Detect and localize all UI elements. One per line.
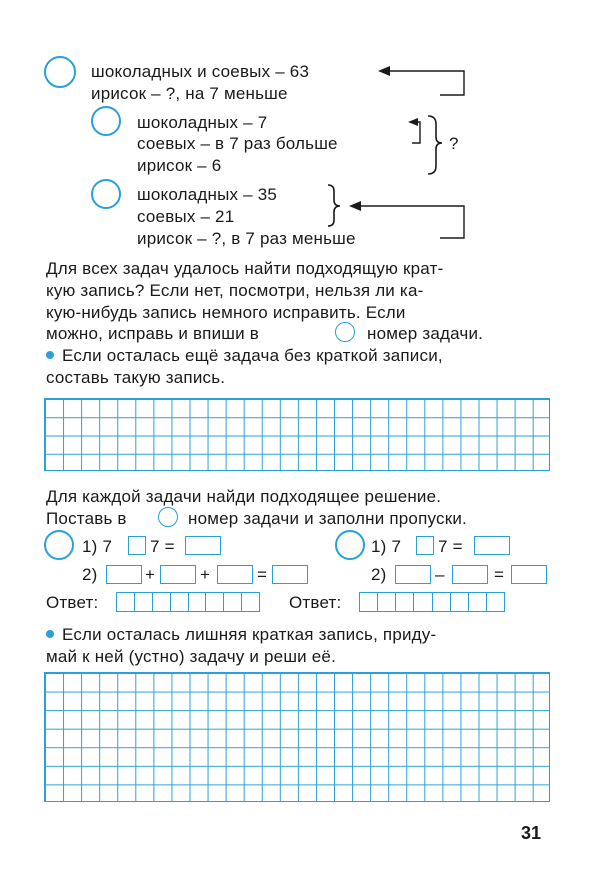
solution-right-row2-box2[interactable] <box>452 565 488 584</box>
para1-line1: Для всех задач удалось найти подходящую крат- <box>46 259 444 278</box>
scheme1-line1: шоколадных и соевых – 63 <box>91 62 310 81</box>
para1-line2: кую запись? Если нет, посмотри, нельзя ли ка- <box>46 281 424 300</box>
solution-left-eq: = <box>257 565 268 584</box>
para1-line4a: можно, исправь и впиши в <box>46 324 259 343</box>
inline-circle-icon <box>158 507 178 527</box>
para1-line4b: номер задачи. <box>367 324 484 343</box>
para4-line2: май к ней (устно) задачу и реши её. <box>46 647 337 666</box>
scheme3-line2: соевых – 21 <box>137 207 235 226</box>
solution-left-answer-cells[interactable] <box>116 592 260 612</box>
para2-line1: Если осталась ещё задача без краткой записи, <box>62 346 443 365</box>
scheme2-brace <box>428 116 442 174</box>
solution-right-answer-label: Ответ: <box>289 593 342 612</box>
para3-line2a: Поставь в <box>46 509 127 528</box>
para4-line1: Если осталась лишняя краткая запись, приду- <box>62 625 437 644</box>
solution-left-number-circle[interactable] <box>44 530 74 560</box>
scheme2-line2: соевых – в 7 раз больше <box>137 134 338 153</box>
scheme2-line1: шоколадных – 7 <box>137 113 268 132</box>
scheme3-arrowhead <box>349 201 361 211</box>
solution-left-row2-result-box[interactable] <box>272 565 308 584</box>
para3-line1: Для каждой задачи найди подходящее решение. <box>46 487 442 506</box>
solution-left-row2-box3[interactable] <box>217 565 253 584</box>
scheme3-line3: ирисок – ?, в 7 раз меньше <box>137 229 356 248</box>
solution-right-row2-result-box[interactable] <box>511 565 547 584</box>
solution-right-row1-label: 1) 7 <box>371 537 402 556</box>
writing-grid-2[interactable] <box>44 672 550 802</box>
scheme1-arrowhead <box>378 66 390 76</box>
para2-line2: составь такую запись. <box>46 368 226 387</box>
scheme3-arrow <box>355 206 464 238</box>
solution-left-row2-box1[interactable] <box>106 565 142 584</box>
bullet-icon <box>46 351 54 359</box>
inline-circle-icon <box>335 322 355 342</box>
solution-left-row1-label: 1) 7 <box>82 537 113 556</box>
solution-right-number-circle[interactable] <box>335 530 365 560</box>
solution-left-op1: + <box>145 565 156 584</box>
solution-right-eq: = <box>494 565 505 584</box>
solution-left-answer-label: Ответ: <box>46 593 99 612</box>
solution-right-operation-box[interactable] <box>416 536 434 555</box>
solution-right-row1-answer-box[interactable] <box>474 536 510 555</box>
solution-right-row1-mid: 7 = <box>438 537 463 556</box>
scheme3-brace <box>328 185 340 226</box>
scheme1-arrow <box>383 71 464 95</box>
solution-right-row2-label: 2) <box>371 565 387 584</box>
solution-left-row1-mid: 7 = <box>150 537 175 556</box>
solution-left-row2-label: 2) <box>82 565 98 584</box>
solution-right-answer-cells[interactable] <box>359 592 505 612</box>
scheme2-arrowhead <box>408 118 418 126</box>
scheme2-line3: ирисок – 6 <box>137 156 222 175</box>
para1-line3: кую-нибудь запись немного исправить. Если <box>46 303 406 322</box>
solution-right-row2-box1[interactable] <box>395 565 431 584</box>
scheme3-line1: шоколадных – 35 <box>137 185 278 204</box>
scheme2-question: ? <box>449 134 459 153</box>
solution-left-operation-box[interactable] <box>128 536 146 555</box>
solution-left-op2: + <box>200 565 211 584</box>
solution-left-row2-box2[interactable] <box>160 565 196 584</box>
scheme1-line2: ирисок – ?, на 7 меньше <box>91 84 288 103</box>
page-number: 31 <box>521 823 542 843</box>
solution-left-row1-answer-box[interactable] <box>185 536 221 555</box>
para3-line2b: номер задачи и заполни пропуски. <box>188 509 467 528</box>
bullet-icon <box>46 630 54 638</box>
solution-right-op1: – <box>435 565 445 584</box>
writing-grid-1[interactable] <box>44 398 550 471</box>
